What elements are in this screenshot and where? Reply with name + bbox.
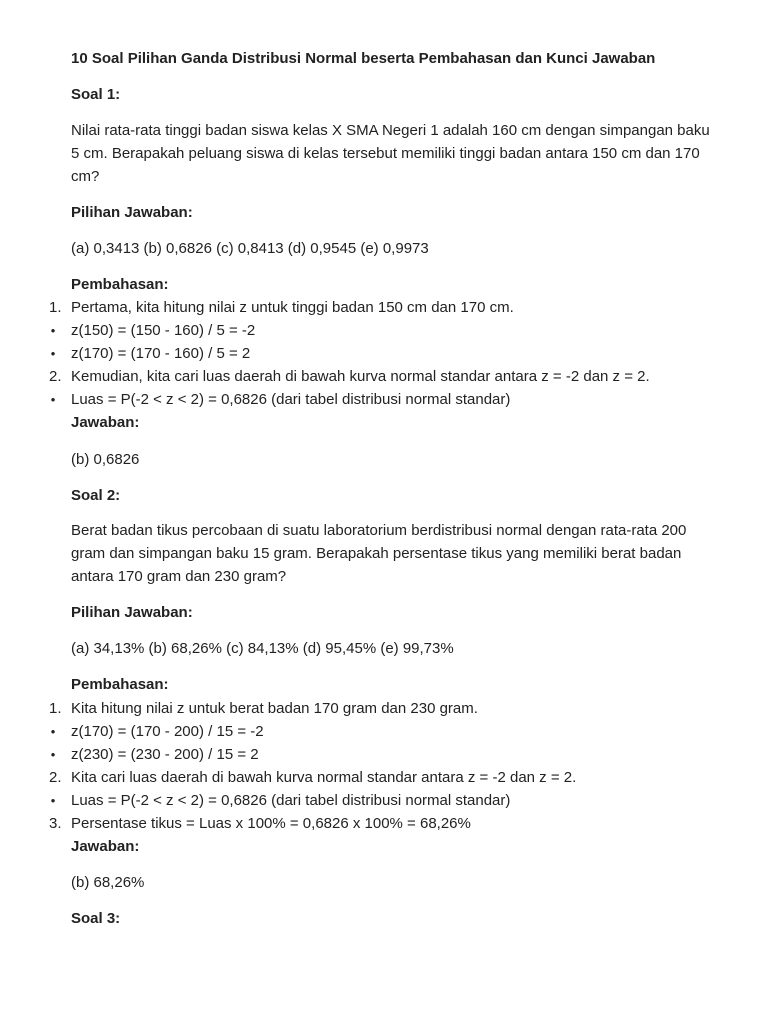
list-marker: 1. (49, 299, 62, 316)
list-item-text: z(170) = (170 - 200) / 15 = -2 (71, 723, 264, 740)
list-item-text: Pertama, kita hitung nilai z untuk tinggi badan 150 cm dan 170 cm. (71, 299, 514, 316)
list-item (49, 697, 728, 720)
soal-1-answer-heading: Jawaban: (71, 414, 140, 431)
bullet-icon: • (50, 392, 56, 407)
soal-2-question-line: Berat badan tikus percobaan di suatu laboratorium berdistribusi normal dengan rata-rata 200 (71, 522, 687, 539)
soal-1-question-line: cm? (71, 168, 100, 185)
soal-2-answer: (b) 68,26% (71, 874, 145, 891)
list-item (49, 296, 728, 319)
list-marker: 2. (49, 368, 62, 385)
list-item-text: z(150) = (150 - 160) / 5 = -2 (71, 322, 256, 339)
soal-2-question-line: gram dan simpangan baku 15 gram. Berapakah persentase tikus yang memiliki berat badan (71, 545, 682, 562)
list-item (49, 365, 728, 388)
bullet-icon: • (50, 747, 56, 762)
list-item-text: Kita cari luas daerah di bawah kurva normal standar antara z = -2 dan z = 2. (71, 769, 577, 786)
list-item-text: z(170) = (170 - 160) / 5 = 2 (71, 345, 251, 362)
list-item (50, 789, 728, 812)
list-marker: 2. (49, 769, 62, 786)
list-item (49, 812, 728, 835)
list-item (50, 319, 728, 342)
list-item (49, 766, 728, 789)
list-item-text: Luas = P(-2 < z < 2) = 0,6826 (dari tabel distribusi normal standar) (71, 792, 511, 809)
list-item-text: Luas = P(-2 < z < 2) = 0,6826 (dari tabel distribusi normal standar) (71, 391, 511, 408)
list-item (50, 720, 728, 743)
soal-1-answer: (b) 0,6826 (71, 451, 140, 468)
list-marker: 3. (49, 815, 62, 832)
soal-2-heading: Soal 2: (71, 487, 121, 504)
list-item (50, 388, 728, 411)
list-item-text: Kemudian, kita cari luas daerah di bawah kurva normal standar antara z = -2 dan z = 2. (71, 368, 650, 385)
bullet-icon: • (50, 346, 56, 361)
soal-1-question-line: 5 cm. Berapakah peluang siswa di kelas tersebut memiliki tinggi badan antara 150 cm dan 170 (71, 145, 700, 162)
soal-2-answer-heading: Jawaban: (71, 838, 140, 855)
soal-1-options-heading: Pilihan Jawaban: (71, 204, 193, 221)
soal-2-options: (a) 34,13% (b) 68,26% (c) 84,13% (d) 95,45% (e) 99,73% (71, 640, 454, 657)
list-item-text: z(230) = (230 - 200) / 15 = 2 (71, 746, 259, 763)
soal-3-heading: Soal 3: (71, 910, 121, 927)
list-item-text: Persentase tikus = Luas x 100% = 0,6826 x 100% = 68,26% (71, 815, 471, 832)
list-marker: 1. (49, 700, 62, 717)
document-title: 10 Soal Pilihan Ganda Distribusi Normal beserta Pembahasan dan Kunci Jawaban (71, 50, 656, 67)
bullet-icon: • (50, 793, 56, 808)
list-item-text: Kita hitung nilai z untuk berat badan 170 gram dan 230 gram. (71, 700, 478, 717)
bullet-icon: • (50, 323, 56, 338)
soal-1-discussion-heading: Pembahasan: (71, 276, 169, 293)
bullet-icon: • (50, 724, 56, 739)
list-item (50, 743, 728, 766)
soal-2-question-line: antara 170 gram dan 230 gram? (71, 568, 287, 585)
soal-2-discussion-heading: Pembahasan: (71, 676, 169, 693)
soal-1-options: (a) 0,3413 (b) 0,6826 (c) 0,8413 (d) 0,9545 (e) 0,9973 (71, 240, 429, 257)
soal-2-options-heading: Pilihan Jawaban: (71, 604, 193, 621)
soal-1-heading: Soal 1: (71, 86, 121, 103)
list-item (50, 342, 728, 365)
soal-1-question-line: Nilai rata-rata tinggi badan siswa kelas X SMA Negeri 1 adalah 160 cm dengan simpangan baku (71, 122, 710, 139)
